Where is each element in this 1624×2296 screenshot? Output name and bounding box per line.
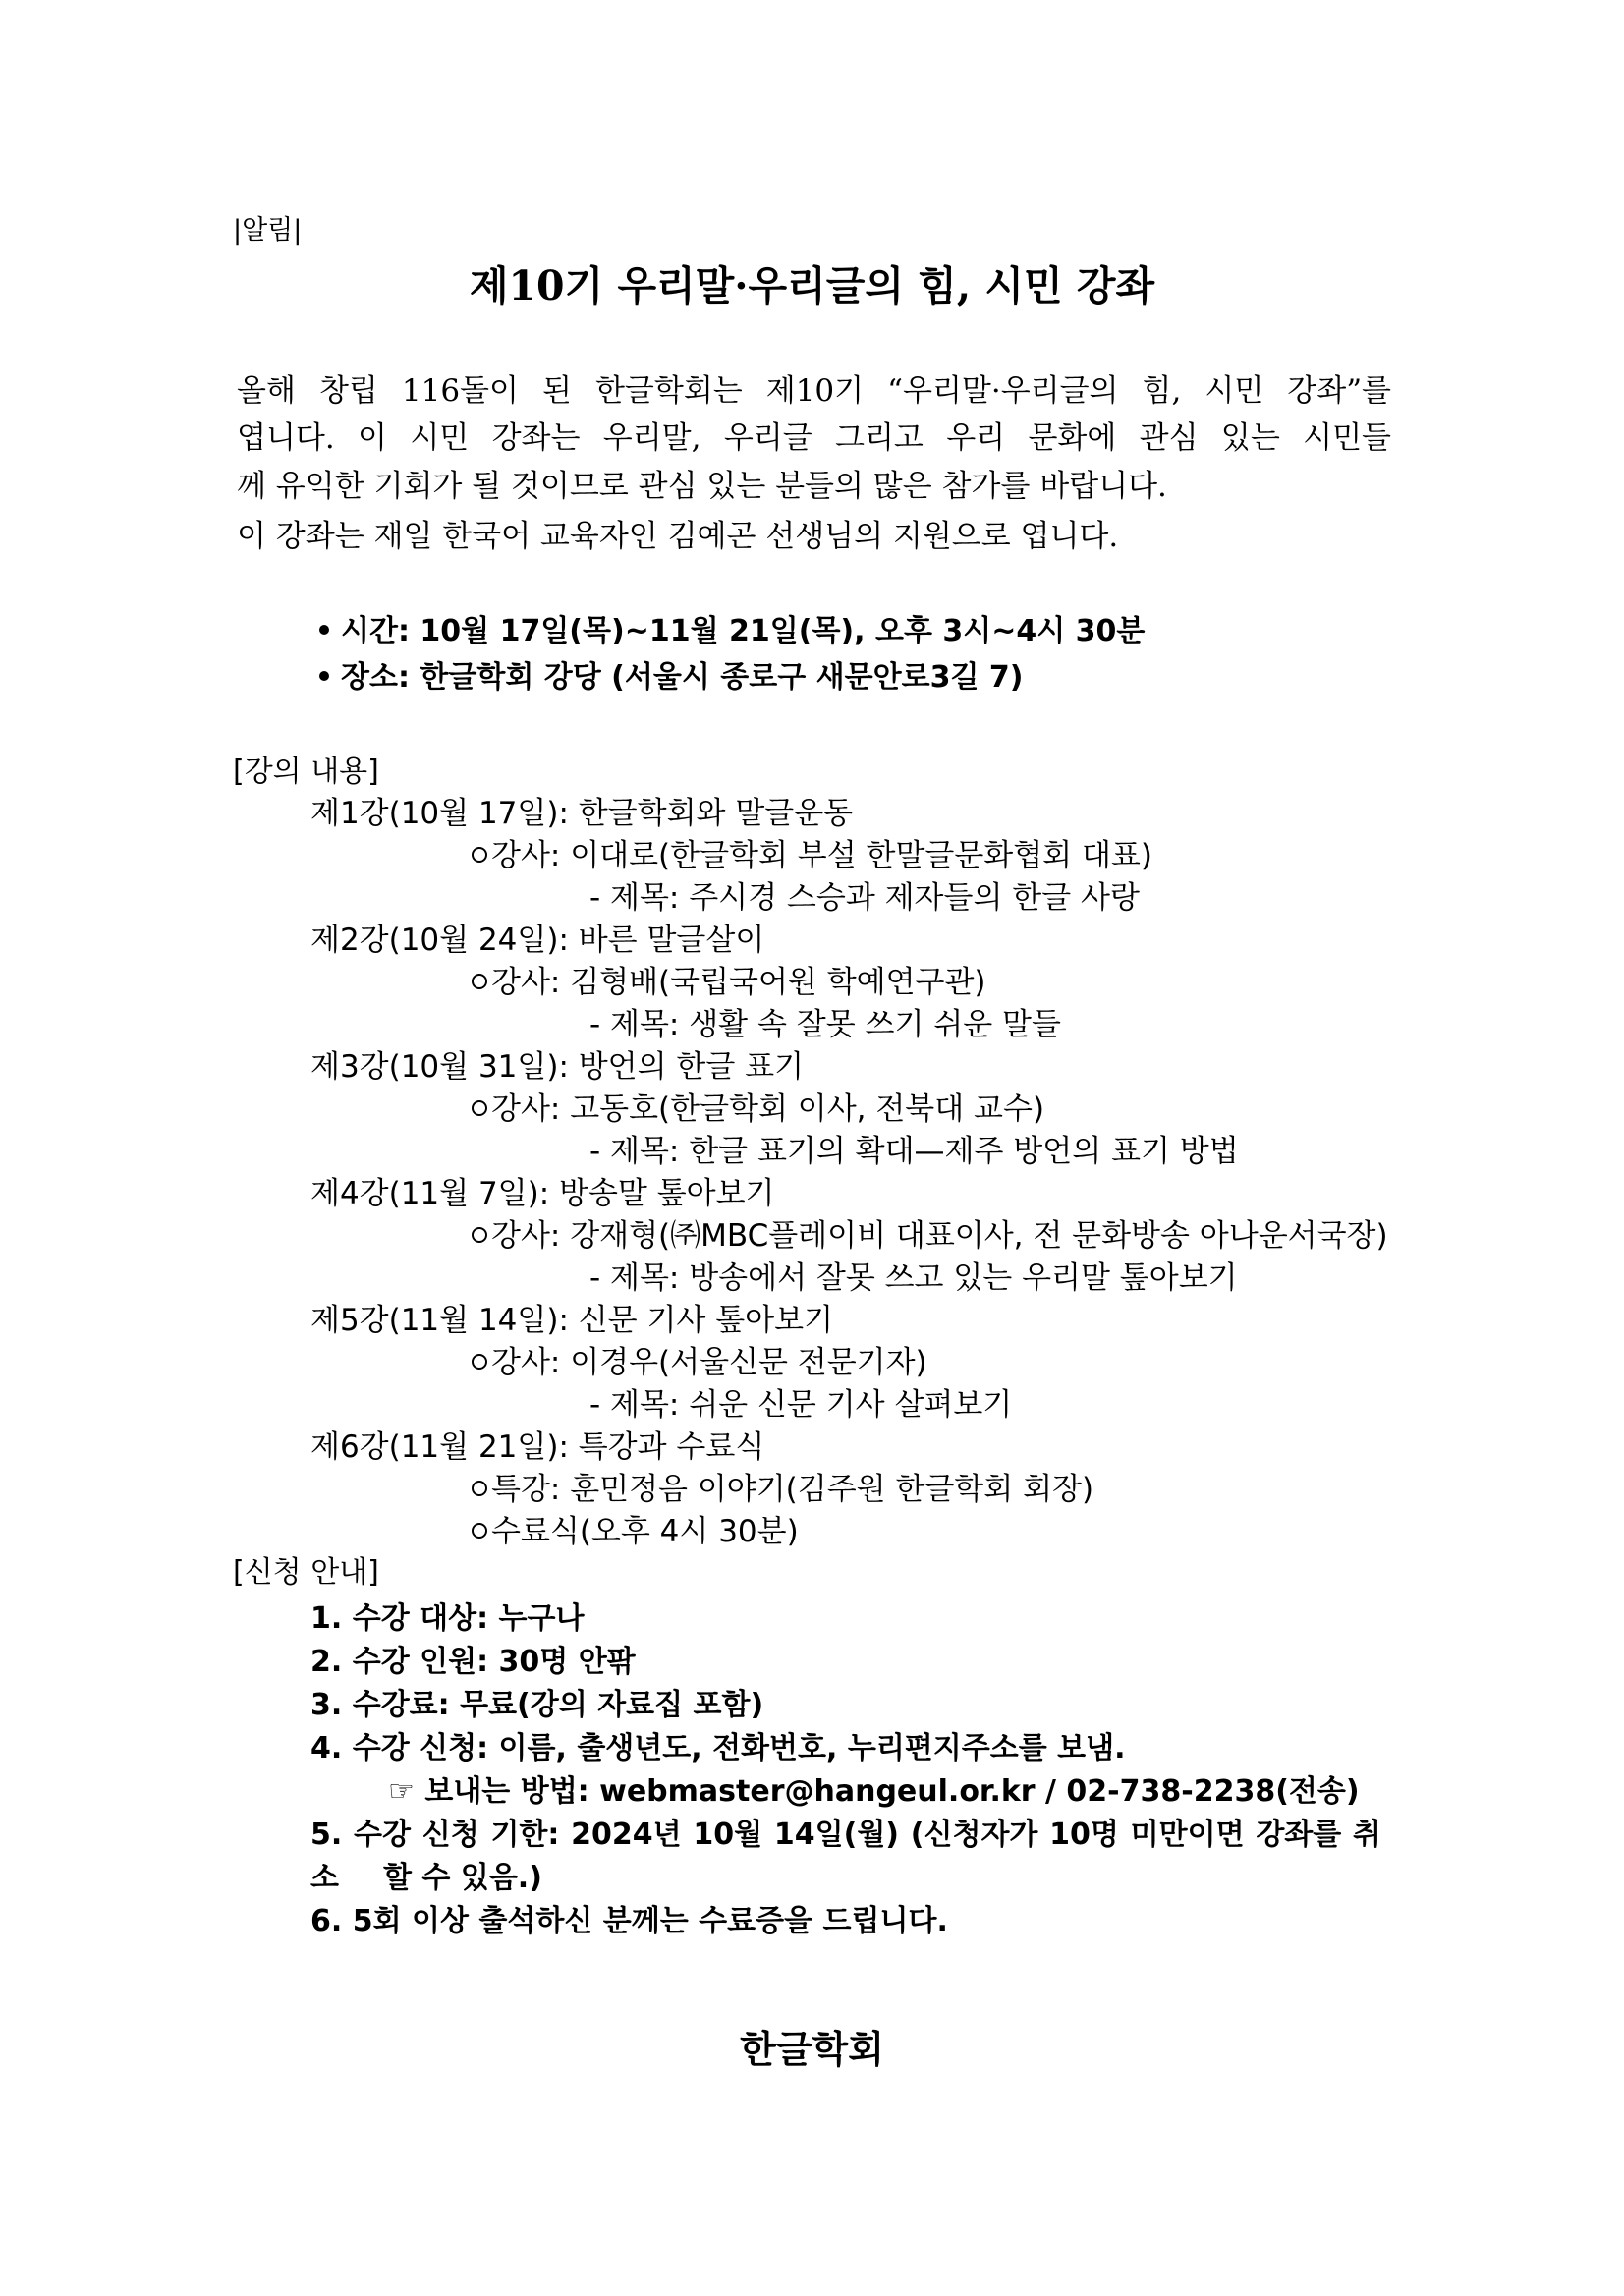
info-place-text: 장소: 한글학회 강당 (서울시 종로구 새문안로3길 7) (341, 660, 1024, 695)
page-title: 제10기 우리말·우리글의 힘, 시민 강좌 (469, 262, 1155, 309)
organization-name: 한글학회 (740, 2027, 884, 2071)
bullet-icon (319, 625, 329, 635)
lecture-topic: - 제목: 방송에서 잘못 쓰고 있는 우리말 톺아보기 (589, 1260, 1238, 1296)
application-item: 4. 수강 신청: 이름, 출생년도, 전화번호, 누리편지주소를 보냄. (310, 1731, 1126, 1765)
application-item: 2. 수강 인원: 30명 안팎 (310, 1645, 636, 1679)
circle-bullet-icon (472, 1523, 487, 1539)
application-item: 3. 수강료: 무료(강의 자료집 포함) (310, 1688, 764, 1722)
lecture-session: 제6강(11월 21일): 특강과 수료식 (310, 1429, 765, 1465)
lecture-speaker (472, 1464, 1093, 1508)
lecture-speaker-text: 강사: 이대로(한글학회 부설 한말글문화협회 대표) (491, 838, 1152, 873)
lecture-speaker (472, 1084, 1044, 1128)
lecture-session: 제5강(11월 14일): 신문 기사 톺아보기 (310, 1303, 834, 1338)
circle-bullet-icon (472, 974, 487, 989)
application-method: ☞ 보내는 방법: webmaster@hangeul.or.kr / 02-738-2238(전송) (388, 1774, 1360, 1809)
application-item: 1. 수강 대상: 누구나 (310, 1601, 585, 1636)
info-time-text: 시간: 10월 17일(목)~11월 21일(목), 오후 3시~4시 30분 (341, 614, 1146, 648)
lecture-session: 제4강(11월 7일): 방송말 톺아보기 (310, 1176, 775, 1211)
circle-bullet-icon (472, 847, 487, 863)
intro-line-1: 올해 창립 116돌이 된 한글학회는 제10기 “우리말·우리글의 힘, 시민 강좌”를 (237, 373, 1391, 409)
application-item: 5. 수강 신청 기한: 2024년 10월 14일(월) (신청자가 10명 미만이면 강좌를 취소 (310, 1818, 1381, 1895)
circle-bullet-icon (472, 1481, 487, 1496)
lecture-topic: - 제목: 쉬운 신문 기사 살펴보기 (589, 1387, 1013, 1423)
lecture-speaker-text: 강사: 고동호(한글학회 이사, 전북대 교수) (491, 1092, 1045, 1127)
lecture-speaker (472, 1337, 927, 1381)
notice-tag: |알림| (233, 215, 303, 246)
circle-bullet-icon (472, 1227, 487, 1243)
bullet-icon (319, 671, 329, 681)
lecture-topic: - 제목: 생활 속 잘못 쓰기 쉬운 말들 (589, 1007, 1061, 1042)
intro-line-2: 엽니다. 이 시민 강좌는 우리말, 우리글 그리고 우리 문화에 관심 있는 시민들 (237, 420, 1391, 456)
info-place (319, 652, 1023, 696)
info-time (319, 606, 1145, 649)
lecture-topic: - 제목: 주시경 스승과 제자들의 한글 사랑 (589, 880, 1140, 916)
intro-line-4: 이 강좌는 재일 한국어 교육자인 김예곤 선생님의 지원으로 엽니다. (237, 519, 1119, 554)
application-item-continued: 할 수 있음.) (383, 1861, 542, 1895)
lecture-speaker-text: 강사: 김형배(국립국어원 학예연구관) (491, 965, 986, 1000)
lecture-ceremony-text: 수료식(오후 4시 30분) (491, 1514, 799, 1549)
lecture-session: 제2강(10월 24일): 바른 말글살이 (310, 923, 765, 958)
lecture-topic: - 제목: 한글 표기의 확대—제주 방언의 표기 방법 (589, 1134, 1239, 1169)
lectures-heading: [강의 내용] (233, 755, 379, 789)
circle-bullet-icon (472, 1354, 487, 1370)
lecture-session: 제3강(10월 31일): 방언의 한글 표기 (310, 1049, 805, 1085)
application-heading: [신청 안내] (233, 1555, 379, 1590)
intro-line-3: 께 유익한 기회가 될 것이므로 관심 있는 분들의 많은 참가를 바랍니다. (237, 469, 1167, 504)
lecture-ceremony (472, 1506, 799, 1550)
circle-bullet-icon (472, 1100, 487, 1116)
lecture-speaker (472, 957, 986, 1001)
application-item: 6. 5회 이상 출석하신 분께는 수료증을 드립니다. (310, 1904, 948, 1938)
lecture-session: 제1강(10월 17일): 한글학회와 말글운동 (310, 796, 854, 831)
lecture-speaker-text: 강사: 강재형(㈜MBC플레이비 대표이사, 전 문화방송 아나운서국장) (491, 1218, 1388, 1254)
lecture-speaker-text: 강사: 이경우(서울신문 전문기자) (491, 1345, 927, 1380)
lecture-speaker (472, 1210, 1388, 1255)
lecture-speaker (472, 830, 1152, 874)
lecture-speaker-text: 특강: 훈민정음 이야기(김주원 한글학회 회장) (491, 1472, 1094, 1507)
